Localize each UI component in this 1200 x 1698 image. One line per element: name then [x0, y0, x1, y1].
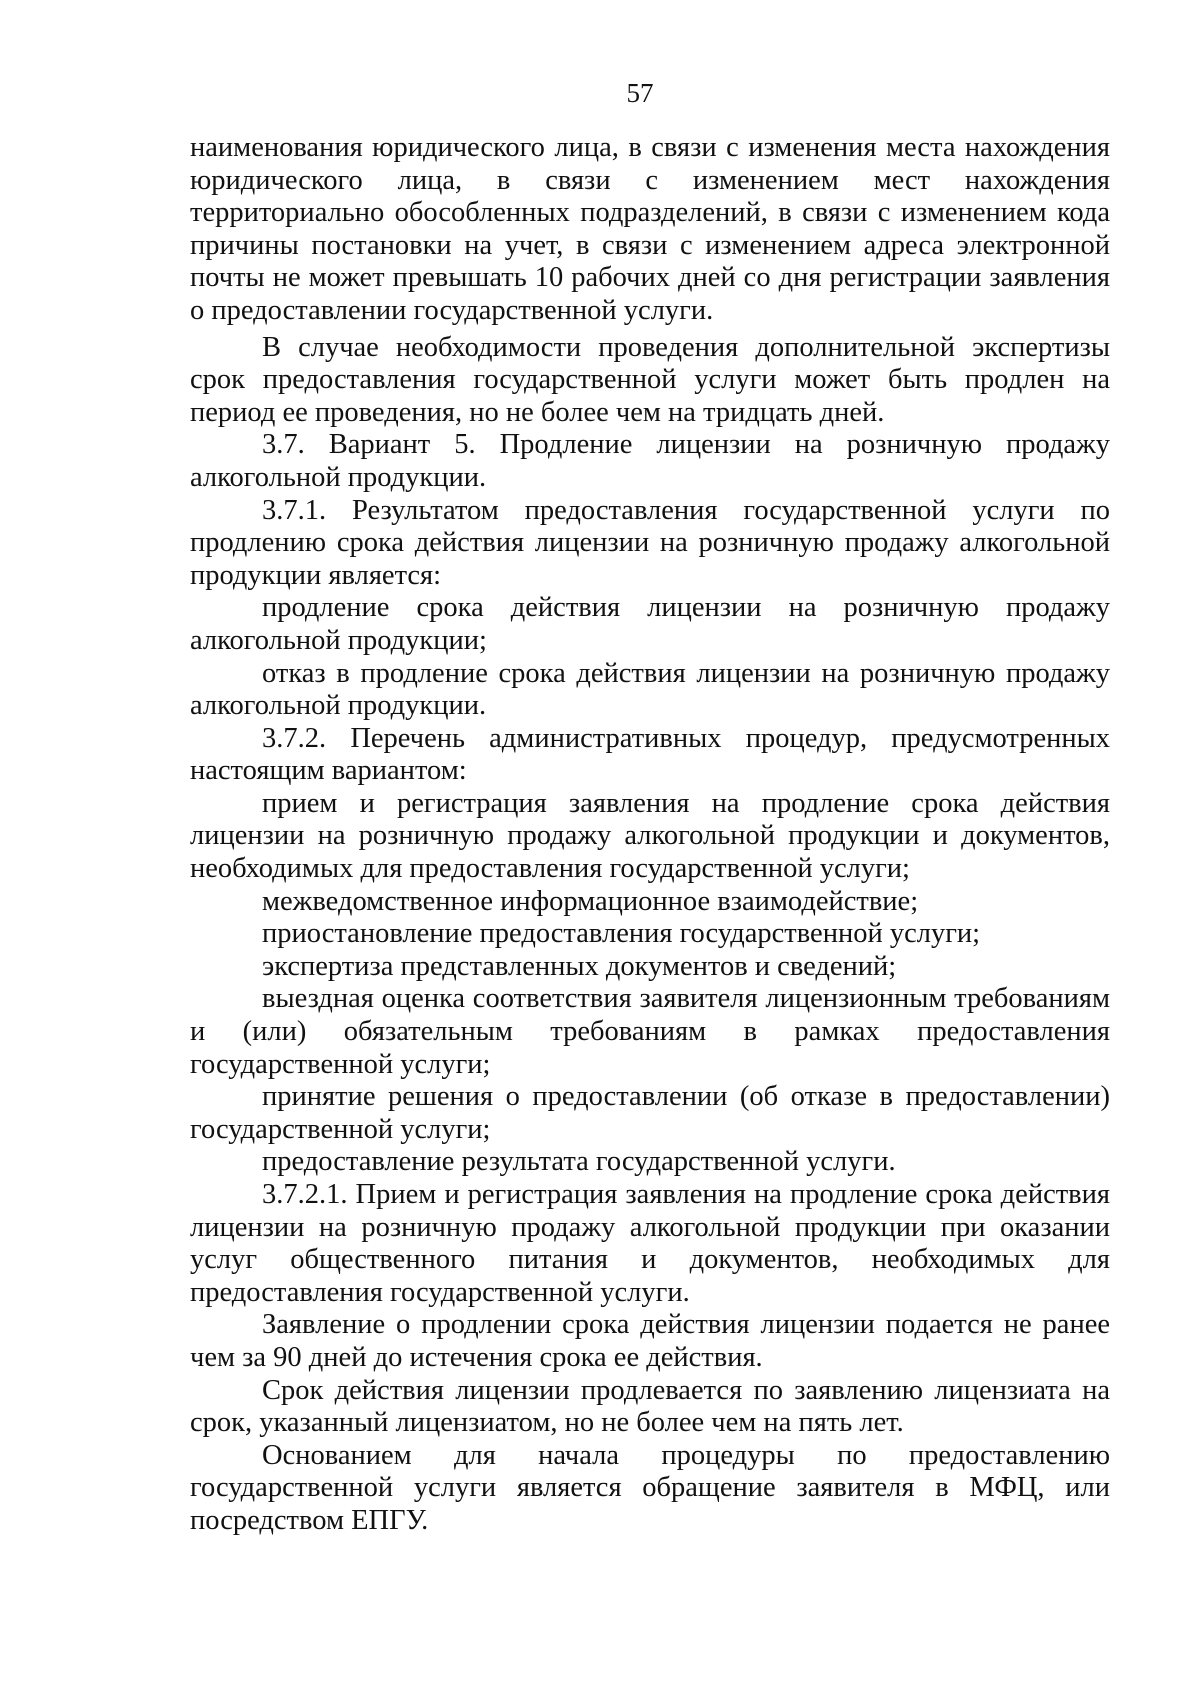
paragraph: Срок действия лицензии продлевается по заявлению лицензиата на срок, указанный лицензиатом, но не более чем на пять лет. — [190, 1374, 1110, 1439]
paragraph: 3.7.2. Перечень административных процедур, предусмотренных настоящим вариантом: — [190, 722, 1110, 787]
paragraph: В случае необходимости проведения дополнительной экспертизы срок предоставления государственной услуги может быть продлен на период ее проведения, но не более чем на тридцать дней. — [190, 331, 1110, 428]
paragraph: 3.7.1. Результатом предоставления государственной услуги по продлению срока действия лицензии на розничную продажу алкогольной продукции является: — [190, 494, 1110, 591]
paragraph: 3.7.2.1. Прием и регистрация заявления на продление срока действия лицензии на розничную продажу алкогольной продукции при оказании услуг общественного питания и документов, необходимых для предоставления государственной услуги. — [190, 1179, 1110, 1308]
list-item: прием и регистрация заявления на продление срока действия лицензии на розничную продажу алкогольной продукции и документов, необходимых для предоставления государственной услуги; — [190, 787, 1110, 885]
list-item: принятие решения о предоставлении (об отказе в предоставлении) государственной услуги; — [190, 1081, 1110, 1145]
list-item: межведомственное информационное взаимодействие; — [262, 885, 919, 917]
document-body — [190, 132, 1110, 1538]
list-item: отказ в продление срока действия лицензии на розничную продажу алкогольной продукции. — [190, 657, 1110, 722]
paragraph: Основанием для начала процедуры по предоставлению государственной услуги является обращение заявителя в МФЦ, или посредством ЕПГУ. — [190, 1439, 1110, 1536]
list-item: приостановление предоставления государственной услуги; — [262, 918, 981, 950]
list-item: выездная оценка соответствия заявителя лицензионным требованиям и (или) обязательным требованиям в рамках предоставления государственной услуги; — [190, 983, 1110, 1080]
list-item: предоставление результата государственной услуги. — [262, 1146, 896, 1178]
paragraph: наименования юридического лица, в связи с изменения места нахождения юридического лица, в связи с изменением мест нахождения территориально обособленных подразделений, в связи с изменением кода причины постановки на учет, в связи с изменением адреса электронной почты не может превышать 10 рабочих дней со дня регистрации заявления о предоставлении государственной услуги. — [190, 132, 1110, 326]
list-item: экспертиза представленных документов и сведений; — [262, 950, 897, 982]
paragraph: Заявление о продлении срока действия лицензии подается не ранее чем за 90 дней до истечения срока ее действия. — [190, 1309, 1110, 1373]
page-number: 57 — [626, 78, 654, 108]
section-heading-3-7: 3.7. Вариант 5. Продление лицензии на розничную продажу алкогольной продукции. — [190, 429, 1110, 493]
list-item: продление срока действия лицензии на розничную продажу алкогольной продукции; — [190, 592, 1110, 656]
